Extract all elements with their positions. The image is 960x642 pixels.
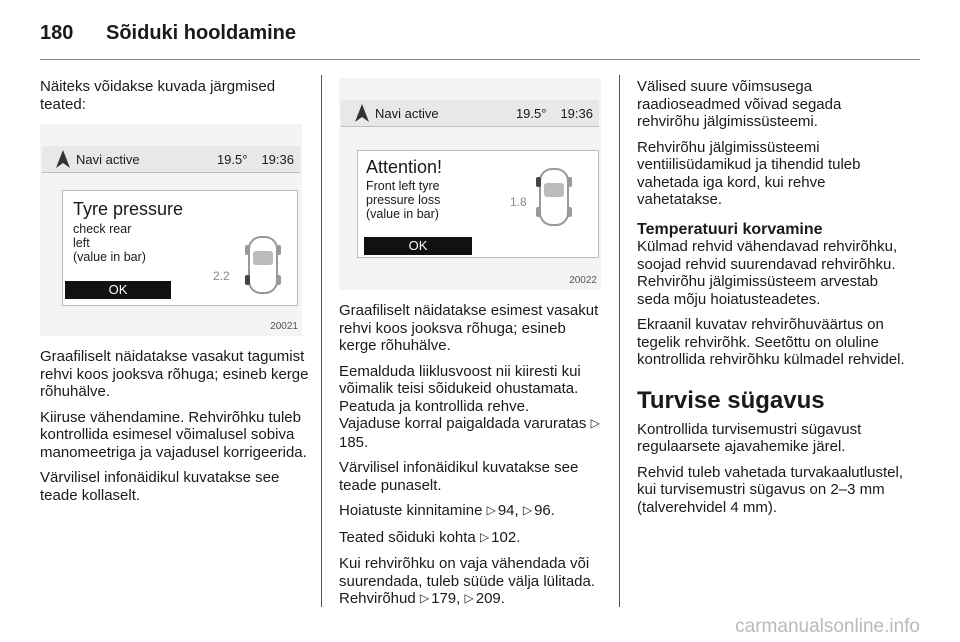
- column-3: [637, 78, 905, 524]
- navi-status: Navi active: [375, 105, 439, 121]
- paragraph: Teated sõiduki kohta ▷ 102.: [339, 528, 521, 546]
- message-panel: [357, 150, 599, 258]
- display-status-bar: [42, 146, 300, 173]
- message-panel: [62, 190, 298, 306]
- ok-button: OK: [65, 281, 171, 299]
- subheading: Temperatuuri korvamine: [637, 220, 823, 238]
- column-1: [40, 78, 312, 121]
- paragraph: Kiiruse vähendamine. Rehvirõhku tuleb kontrollida esimesel võimalusel sobiva manomeetriga ja vajadusel korrigeerida.: [40, 408, 307, 461]
- page-reference[interactable]: 102.: [491, 528, 521, 546]
- message-title: Tyre pressure: [73, 199, 184, 219]
- car-top-view-icon: [534, 165, 574, 229]
- tyre-pressure-value: 2.2: [213, 269, 230, 283]
- intro-text: Näiteks võidakse kuvada järgmised teated:: [40, 78, 276, 113]
- paragraph: Graafiliselt näidatakse esimest vasakut rehvi koos jooksva rõhuga; esineb kerge rõhuhälve.: [339, 302, 599, 354]
- paragraph: Kui rehvirõhku on vaja vähendada või suurendada, tuleb süüde välja lülitada. Rehvirõhud ▷ 179, ▷ 209.: [339, 555, 596, 607]
- message-body: Front left tyre pressure loss (value in bar): [366, 179, 441, 221]
- paragraph: Eemalduda liiklusvoost nii kiiresti kui võimalik teisi sõidukeid ohustamata. Peatuda ja kontrollida rehve.: [339, 362, 581, 415]
- page-ref-arrow-icon: ▷: [590, 416, 600, 430]
- page-number: 180: [40, 21, 74, 44]
- temperature: 19.5°: [216, 151, 248, 167]
- page-reference[interactable]: 209.: [475, 590, 505, 607]
- paragraph: Vajaduse korral paigaldada varuratas ▷185.: [339, 415, 600, 451]
- navi-status: Navi active: [76, 151, 140, 167]
- paragraph: Rehvid tuleb vahetada turvakaalutlustel, kui turvisemustri sügavus on 2–3 mm (talverehvidel 4 mm).: [637, 463, 904, 516]
- message-title: Attention!: [366, 157, 443, 177]
- message-body: check rear left (value in bar): [73, 222, 146, 264]
- paragraph: Välised suure võimsusega raadioseadmed võivad segada rehvirõhu jälgimissüsteemi.: [637, 78, 842, 130]
- paragraph: Kontrollida turvisemustri sügavust regulaarsete ajavahemike järel.: [637, 420, 862, 455]
- page-reference[interactable]: 96.: [534, 502, 555, 519]
- column-divider: [619, 75, 620, 607]
- paragraph: Hoiatuste kinnitamine ▷ 94, ▷ 96.: [339, 502, 555, 519]
- column-1-body: [40, 348, 312, 512]
- paragraph: Värvilisel infonäidikul kuvatakse see teade punaselt.: [339, 459, 579, 494]
- column-divider: [321, 75, 322, 607]
- paragraph: Külmad rehvid vähendavad rehvirõhku, soojad rehvid suurendavad rehvirõhku. Rehvirõhu jälgimissüsteem arvestab seda mõju hoiatusteadetes.: [637, 238, 898, 308]
- figure-id: 20021: [270, 321, 298, 332]
- page-ref-arrow-icon: ▷: [522, 503, 533, 517]
- page-ref-arrow-icon: ▷: [419, 591, 430, 605]
- temperature: 19.5°: [515, 105, 547, 121]
- page-ref-arrow-icon: ▷: [464, 591, 474, 605]
- section-heading: Turvise sügavus: [637, 386, 825, 414]
- watermark: carmanualsonline.info: [735, 616, 920, 637]
- page-ref-arrow-icon: ▷: [486, 503, 496, 517]
- paragraph: Värvilisel infonäidikul kuvatakse see teade kollaselt.: [40, 469, 280, 504]
- paragraph: Graafiliselt näidatakse vasakut tagumist rehvi koos jooksva rõhuga; esineb kerge rõhuhälve.: [40, 348, 309, 400]
- display-status-bar: [341, 100, 599, 127]
- navigation-arrow-icon: [355, 104, 369, 122]
- attention-screen-figure: [339, 78, 601, 290]
- paragraph: Ekraanil kuvatav rehvirõhuväärtus on tegelik rehvirõhk. Seetõttu on oluline kontrollida rehvirõhku külmadel rehvidel.: [637, 316, 905, 368]
- car-top-view-icon: [243, 233, 283, 297]
- paragraph: Rehvirõhu jälgimissüsteemi ventiilisüdamikud ja tihendid tuleb vahetada iga kord, kui rehve vahetatakse.: [637, 138, 861, 208]
- ok-button: OK: [364, 237, 472, 255]
- page-ref-arrow-icon: ▷: [479, 529, 490, 544]
- page-header: [40, 18, 296, 48]
- navigation-arrow-icon: [56, 150, 70, 168]
- header-divider: [40, 59, 920, 60]
- tyre-pressure-screen-figure: [40, 124, 302, 336]
- page-reference[interactable]: 185.: [339, 433, 369, 451]
- section-title: Sõiduki hooldamine: [106, 21, 297, 44]
- column-2-body: [339, 302, 605, 617]
- page-reference[interactable]: 179,: [431, 590, 461, 607]
- clock: 19:36: [560, 105, 593, 121]
- figure-id: 20022: [569, 275, 597, 286]
- tyre-pressure-value: 1.8: [510, 195, 527, 209]
- page-reference[interactable]: 94,: [497, 502, 519, 519]
- clock: 19:36: [261, 151, 294, 167]
